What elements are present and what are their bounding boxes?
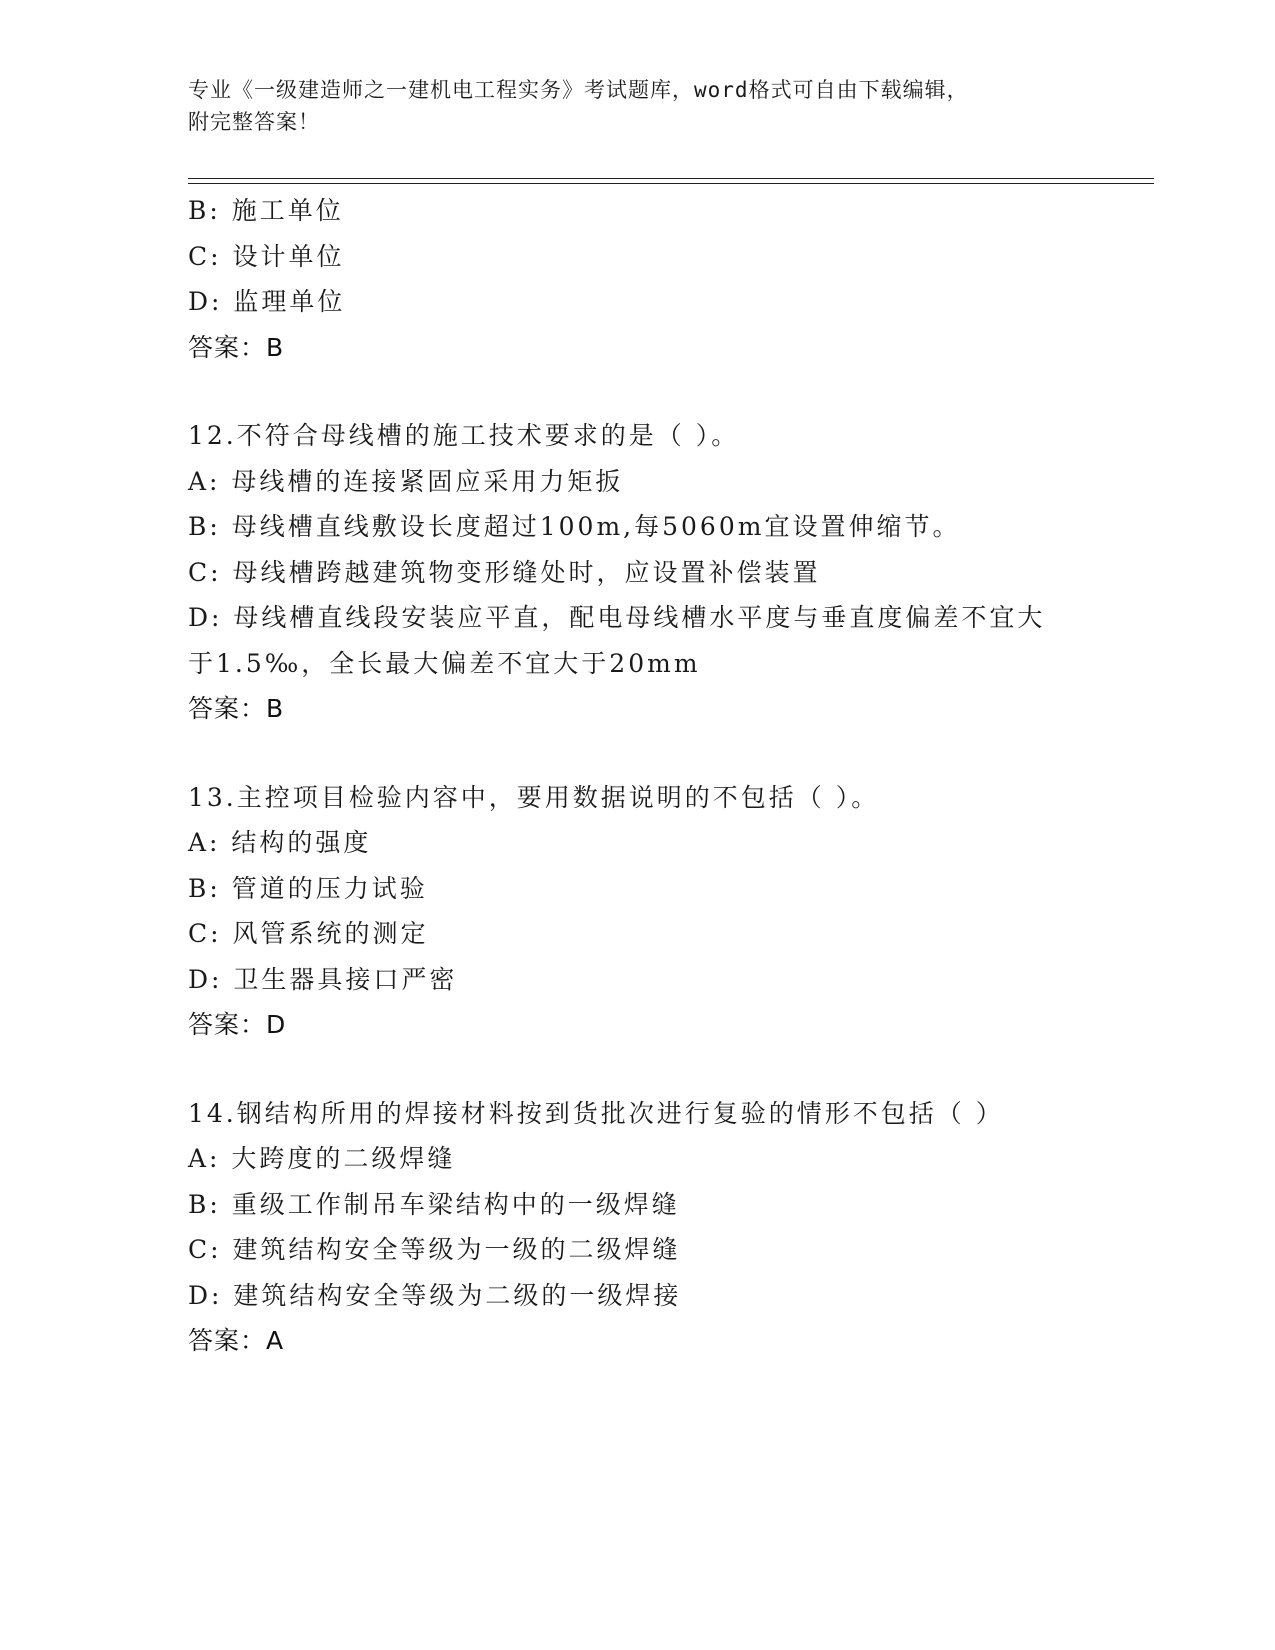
- option-d: D: 监理单位: [188, 287, 346, 316]
- option-b: B: 母线槽直线敷设长度超过100m,每5060m宜设置伸缩节。: [188, 512, 961, 541]
- option-a: A: 大跨度的二级焊缝: [188, 1144, 456, 1173]
- option-d-continued: 于1.5‰，全长最大偏差不宜大于20mm: [188, 648, 701, 678]
- spacer: [188, 1048, 1148, 1091]
- option-a: A: 结构的强度: [188, 828, 372, 857]
- option-b: B: 施工单位: [188, 196, 344, 225]
- question-12: [188, 413, 1148, 732]
- header-line-1: 专业《一级建造师之一建机电工程实务》考试题库，word格式可自由下载编辑，: [188, 78, 969, 102]
- spacer: [188, 732, 1148, 775]
- header-line-2: 附完整答案！: [188, 110, 320, 134]
- option-c: C: 母线槽跨越建筑物变形缝处时，应设置补偿装置: [188, 557, 821, 587]
- option-b: B: 重级工作制吊车梁结构中的一级焊缝: [188, 1189, 680, 1219]
- document-header: [188, 74, 1088, 138]
- option-c: C: 建筑结构安全等级为一级的二级焊缝: [188, 1235, 681, 1264]
- question-stem: 14.钢结构所用的焊接材料按到货批次进行复验的情形不包括（ ）: [188, 1098, 1004, 1128]
- option-d: D: 建筑结构安全等级为二级的一级焊接: [188, 1280, 682, 1310]
- header-divider-top: [188, 178, 1154, 179]
- question-13: [188, 775, 1148, 1048]
- option-b: B: 管道的压力试验: [188, 873, 428, 903]
- option-a: A: 母线槽的连接紧固应采用力矩扳: [188, 466, 624, 496]
- question-stem: 12.不符合母线槽的施工技术要求的是（ ）。: [188, 421, 740, 450]
- answer: 答案：B: [188, 332, 285, 362]
- answer: 答案：A: [188, 1326, 285, 1355]
- option-c: C: 设计单位: [188, 241, 345, 271]
- question-content: [188, 188, 1148, 1364]
- header-divider-bottom: [188, 183, 1154, 184]
- option-d: D: 卫生器具接口严密: [188, 964, 458, 994]
- answer: 答案：B: [188, 694, 285, 723]
- spacer: [188, 370, 1148, 413]
- question-14: [188, 1091, 1148, 1364]
- question-stem: 13.主控项目检验内容中，要用数据说明的不包括（ ）。: [188, 782, 880, 812]
- option-c: C: 风管系统的测定: [188, 919, 429, 948]
- answer: 答案：D: [188, 1010, 287, 1039]
- option-d: D: 母线槽直线段安装应平直，配电母线槽水平度与垂直度偏差不宜大: [188, 603, 1046, 632]
- question-11-continued: [188, 188, 1148, 370]
